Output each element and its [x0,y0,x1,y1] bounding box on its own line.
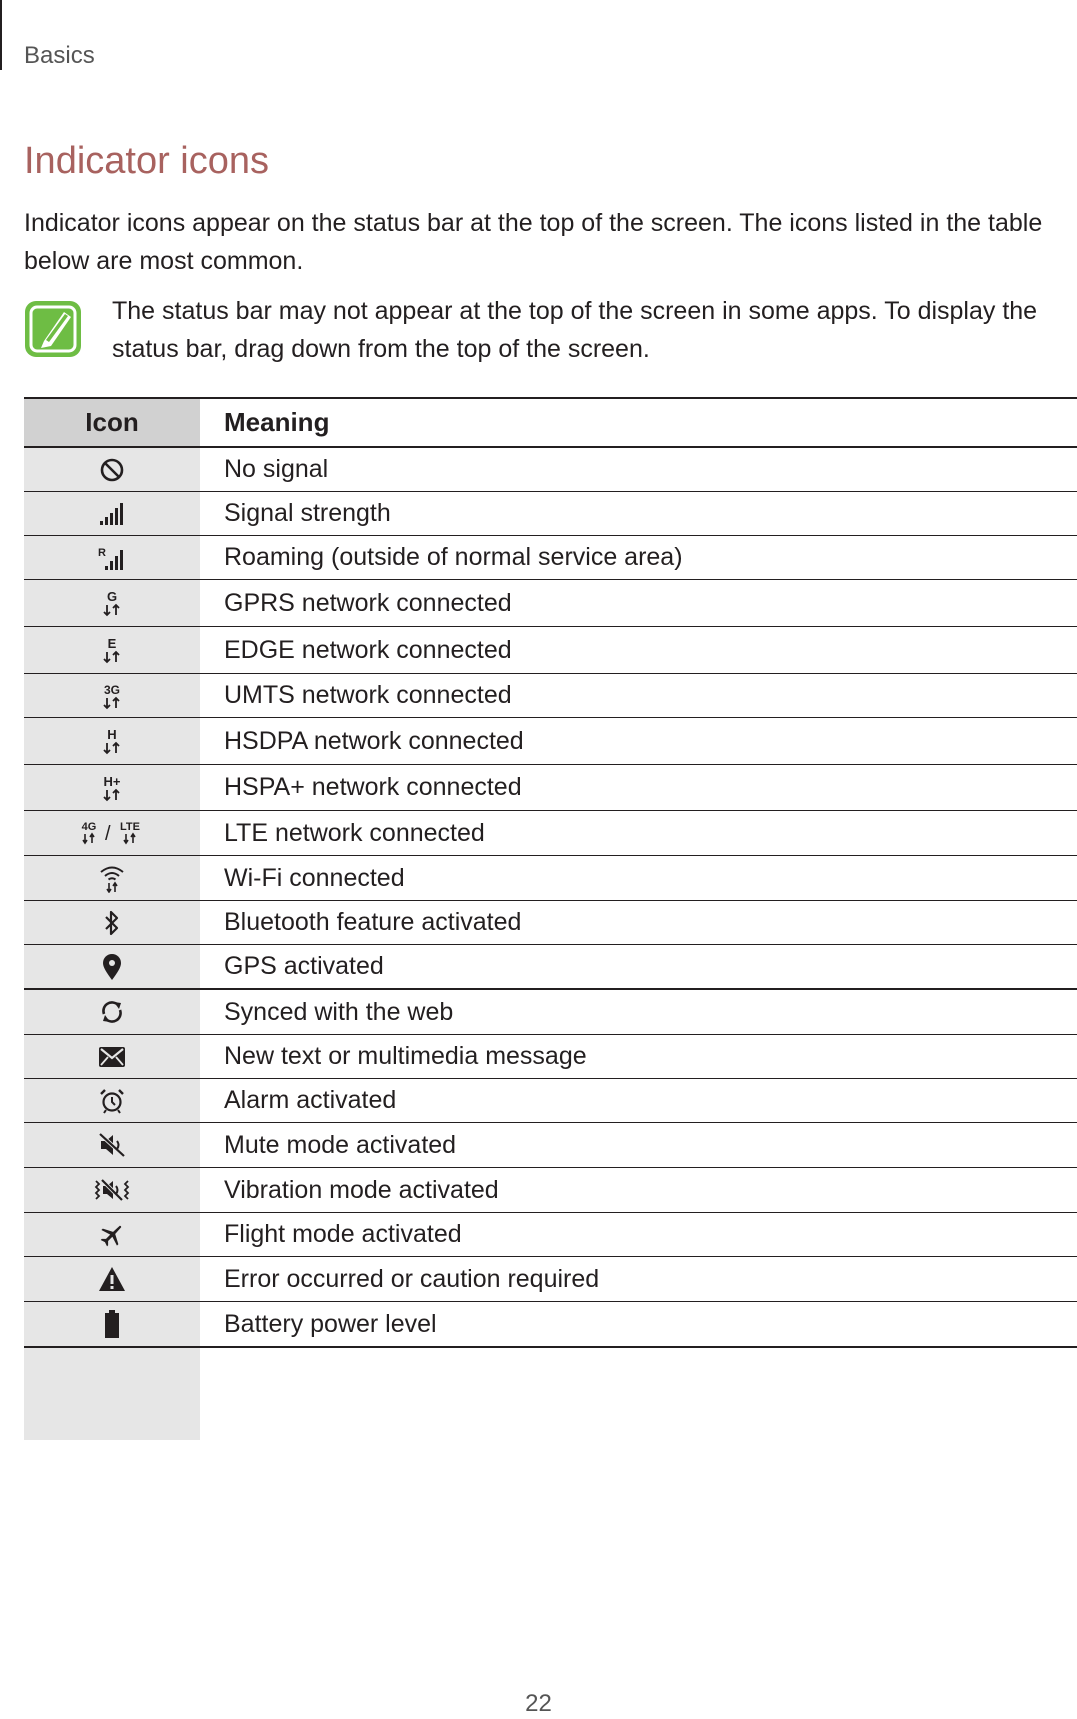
table-row [24,674,1077,718]
svg-text:H+: H+ [103,773,121,789]
table-row [24,1035,1077,1079]
svg-text:/: / [105,823,111,845]
table-row [24,1123,1077,1168]
hspa-plus-icon [97,773,127,803]
note-text: The status bar may not appear at the top of the screen in some apps. To display the status bar, drag down from the top of the screen. [112,297,1038,363]
svg-text:LTE: LTE [120,821,140,833]
table-row [24,448,1077,492]
row-meaning: Synced with the web [224,997,454,1026]
table-filler [24,1348,200,1440]
row-meaning: Roaming (outside of normal service area) [224,543,683,571]
header-rule [0,0,2,70]
table-row [24,945,1077,990]
gprs-icon [97,588,127,618]
lte-icon [80,818,144,848]
row-meaning: EDGE network connected [224,635,512,664]
alarm-icon [99,1088,125,1114]
table-row [24,1213,1077,1257]
table-row [24,901,1077,945]
no-signal-icon [99,457,125,483]
row-meaning: Flight mode activated [224,1220,462,1248]
table-row [24,765,1077,811]
message-icon [98,1046,126,1068]
indicator-table [24,397,1077,1440]
gps-icon [102,953,122,981]
row-meaning: Error occurred or caution required [224,1264,600,1293]
page-title: Indicator icons [24,140,270,182]
svg-text:E: E [107,636,117,651]
svg-text:3G: 3G [103,682,121,697]
svg-text:G: G [106,589,118,604]
table-row [24,492,1077,536]
header-icon: Icon [24,399,200,446]
table-row [24,536,1077,580]
row-meaning: GPS activated [224,952,384,980]
svg-text:H: H [107,727,117,742]
table-row [24,811,1077,856]
table-row [24,1257,1077,1302]
battery-icon [104,1310,120,1338]
note-check-icon [24,300,82,358]
hsdpa-icon [97,726,127,756]
sync-icon [99,999,125,1025]
row-meaning: UMTS network connected [224,681,512,709]
header-meaning: Meaning [224,407,330,437]
row-meaning: Vibration mode activated [224,1175,499,1204]
row-meaning: Wi-Fi connected [224,863,405,892]
intro-paragraph: Indicator icons appear on the status bar at the top of the screen. The icons listed in the table below are most common. [24,209,1043,275]
row-meaning: Mute mode activated [224,1130,457,1159]
table-row [24,580,1077,627]
row-meaning: GPRS network connected [224,588,512,617]
row-meaning: LTE network connected [224,818,485,847]
row-meaning: Alarm activated [224,1086,397,1114]
table-header [24,397,1077,448]
row-meaning: New text or multimedia message [224,1042,587,1070]
umts-icon [97,681,127,711]
bluetooth-icon [102,910,122,936]
signal-strength-icon [99,502,125,526]
table-row [24,856,1077,901]
warning-icon [98,1266,126,1292]
mute-icon [98,1132,126,1158]
wifi-icon [98,863,126,893]
roaming-icon [98,545,126,571]
row-meaning: HSPA+ network connected [224,773,522,801]
table-row [24,1302,1077,1348]
svg-text:R: R [98,546,106,559]
row-meaning: No signal [224,455,329,483]
row-meaning: HSDPA network connected [224,726,524,755]
vibration-icon [92,1177,132,1203]
svg-text:4G: 4G [81,821,97,833]
page-number: 22 [525,1690,552,1717]
section-label: Basics [24,42,95,69]
table-row [24,627,1077,674]
row-meaning: Battery power level [224,1309,437,1338]
table-row [24,990,1077,1035]
table-row [24,1168,1077,1213]
row-meaning: Signal strength [224,499,391,527]
edge-icon [97,635,127,665]
row-meaning: Bluetooth feature activated [224,908,522,936]
table-row [24,718,1077,765]
flight-mode-icon [99,1222,125,1248]
table-row [24,1079,1077,1123]
